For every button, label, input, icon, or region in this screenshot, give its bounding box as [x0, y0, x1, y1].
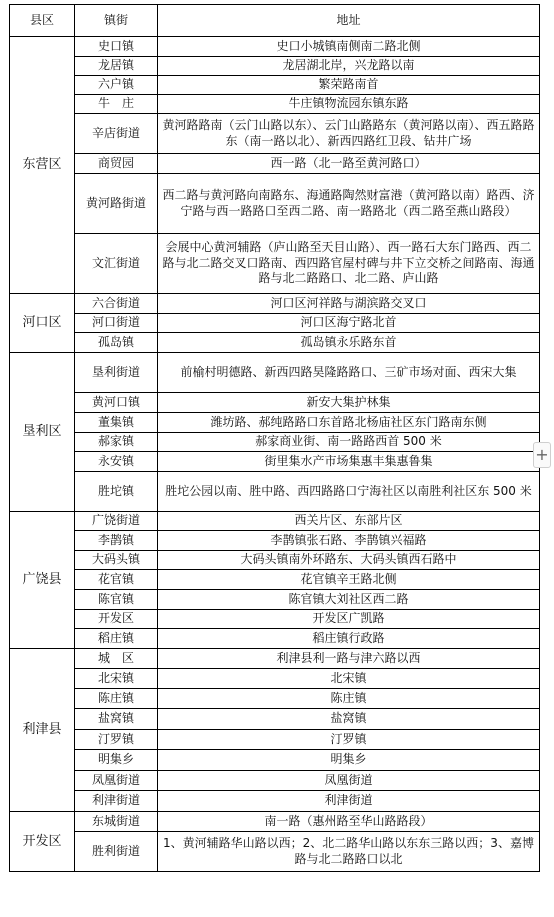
table-row: [10, 76, 540, 95]
town-cell: 永安镇: [75, 452, 158, 472]
town-cell: 陈庄镇: [75, 689, 158, 709]
county-cell: 利津县: [10, 649, 75, 812]
table-row: [10, 472, 540, 512]
table-row: [10, 730, 540, 750]
table-row: [10, 531, 540, 551]
county-cell: 开发区: [10, 812, 75, 872]
address-cell: 明集乡: [158, 750, 540, 771]
address-cell: 新安大集护林集: [158, 393, 540, 413]
town-cell: 董集镇: [75, 413, 158, 433]
address-cell: 龙居湖北岸，兴龙路以南: [158, 57, 540, 76]
address-cell: 繁荣路南首: [158, 76, 540, 95]
town-cell: 盐窝镇: [75, 709, 158, 730]
table-row: [10, 57, 540, 76]
town-cell: 胜利街道: [75, 832, 158, 872]
address-cell: 胜坨公园以南、胜中路、西四路路口宁海社区以南胜利社区东 500 米: [158, 472, 540, 512]
county-cell: 垦利区: [10, 353, 75, 512]
address-cell: 河口区河祥路与湖滨路交叉口: [158, 294, 540, 314]
address-cell: 河口区海宁路北首: [158, 314, 540, 333]
address-cell: 开发区广凯路: [158, 610, 540, 629]
table-body: [10, 37, 540, 872]
town-cell: 史口镇: [75, 37, 158, 57]
table-row: [10, 551, 540, 570]
address-cell: 西关片区、东部片区: [158, 512, 540, 531]
address-cell: 凤凰街道: [158, 771, 540, 791]
town-cell: 大码头镇: [75, 551, 158, 570]
table-row: [10, 590, 540, 610]
town-cell: 开发区: [75, 610, 158, 629]
table-row: [10, 452, 540, 472]
address-cell: 1、黄河辅路华山路以西；2、北二路华山路以东东三路以西；3、嘉博路与北二路路口以北: [158, 832, 540, 872]
address-cell: 利津县利一路与津六路以西: [158, 649, 540, 669]
town-cell: 孤岛镇: [75, 333, 158, 353]
table-row: [10, 649, 540, 669]
table-row: [10, 689, 540, 709]
header-county: 县区: [10, 5, 75, 37]
address-cell: 西一路（北一路至黄河路口）: [158, 154, 540, 174]
address-cell: 黄河路路南（云门山路以东）、云门山路路东（黄河路以南）、西五路路东（南一路以北）、新西四路红卫段、钻井广场: [158, 114, 540, 154]
header-town: 镇街: [75, 5, 158, 37]
table-row: [10, 433, 540, 452]
address-cell: 南一路（惠州路至华山路路段）: [158, 812, 540, 832]
town-cell: 辛店街道: [75, 114, 158, 154]
address-cell: 花官镇辛王路北侧: [158, 570, 540, 590]
town-cell: 六合街道: [75, 294, 158, 314]
town-cell: 商贸园: [75, 154, 158, 174]
table-row: [10, 771, 540, 791]
town-cell: 利津街道: [75, 791, 158, 812]
town-cell: 文汇街道: [75, 234, 158, 294]
table-row: [10, 393, 540, 413]
address-cell: 史口小城镇南侧南二路北侧: [158, 37, 540, 57]
header-row: [10, 5, 540, 37]
town-cell: 黄河路街道: [75, 174, 158, 234]
table-row: [10, 314, 540, 333]
address-cell: 西二路与黄河路向南路东、海通路陶然财富港（黄河路以南）路西、济宁路与西一路路口至西二路、南一路路北（西二路至燕山路段）: [158, 174, 540, 234]
table-row: [10, 234, 540, 294]
header-address: 地址: [158, 5, 540, 37]
address-cell: 稻庄镇行政路: [158, 629, 540, 649]
county-cell: 东营区: [10, 37, 75, 294]
table-row: [10, 174, 540, 234]
town-cell: 城 区: [75, 649, 158, 669]
town-cell: 垦利街道: [75, 353, 158, 393]
address-cell: 牛庄镇物流园东镇东路: [158, 95, 540, 114]
table-row: [10, 709, 540, 730]
town-cell: 李鹊镇: [75, 531, 158, 551]
table-row: [10, 154, 540, 174]
table-row: [10, 629, 540, 649]
address-cell: 大码头镇南外环路东、大码头镇西石路中: [158, 551, 540, 570]
address-cell: 利津街道: [158, 791, 540, 812]
town-cell: 广饶街道: [75, 512, 158, 531]
town-cell: 黄河口镇: [75, 393, 158, 413]
town-cell: 牛 庄: [75, 95, 158, 114]
table-row: [10, 353, 540, 393]
county-cell: 河口区: [10, 294, 75, 353]
town-cell: 东城街道: [75, 812, 158, 832]
address-cell: 街里集水产市场集惠丰集惠鲁集: [158, 452, 540, 472]
address-cell: 会展中心黄河辅路（庐山路至天目山路）、西一路石大东门路西、西二路与北二路交叉口路南、西四路官屋村碑与井下立交桥之间路南、海通路与北二路路口、北二路、庐山路: [158, 234, 540, 294]
address-cell: 陈官镇大刘社区西二路: [158, 590, 540, 610]
town-cell: 六户镇: [75, 76, 158, 95]
town-cell: 稻庄镇: [75, 629, 158, 649]
address-cell: 汀罗镇: [158, 730, 540, 750]
table-row: [10, 832, 540, 872]
address-cell: 盐窝镇: [158, 709, 540, 730]
address-cell: 陈庄镇: [158, 689, 540, 709]
address-cell: 李鹊镇张石路、李鹊镇兴福路: [158, 531, 540, 551]
add-icon[interactable]: +: [533, 442, 551, 468]
table-row: [10, 791, 540, 812]
address-cell: 潍坊路、郝纯路路口东首路北杨庙社区东门路南东侧: [158, 413, 540, 433]
table-row: [10, 37, 540, 57]
town-cell: 龙居镇: [75, 57, 158, 76]
table-row: [10, 294, 540, 314]
town-cell: 凤凰街道: [75, 771, 158, 791]
town-cell: 北宋镇: [75, 669, 158, 689]
address-cell: 前榆村明德路、新西四路昊隆路路口、三矿市场对面、西宋大集: [158, 353, 540, 393]
table-row: [10, 610, 540, 629]
town-cell: 郝家镇: [75, 433, 158, 452]
county-cell: 广饶县: [10, 512, 75, 649]
address-table: [9, 4, 540, 872]
address-cell: 北宋镇: [158, 669, 540, 689]
address-cell: 郝家商业街、南一路路西首 500 米: [158, 433, 540, 452]
town-cell: 花官镇: [75, 570, 158, 590]
town-cell: 胜坨镇: [75, 472, 158, 512]
address-cell: 孤岛镇永乐路东首: [158, 333, 540, 353]
town-cell: 汀罗镇: [75, 730, 158, 750]
table-row: [10, 512, 540, 531]
table-row: [10, 95, 540, 114]
table-row: [10, 812, 540, 832]
table-row: [10, 114, 540, 154]
table-row: [10, 333, 540, 353]
table-row: [10, 750, 540, 771]
table-row: [10, 570, 540, 590]
town-cell: 河口街道: [75, 314, 158, 333]
table-row: [10, 669, 540, 689]
town-cell: 明集乡: [75, 750, 158, 771]
table-row: [10, 413, 540, 433]
town-cell: 陈官镇: [75, 590, 158, 610]
